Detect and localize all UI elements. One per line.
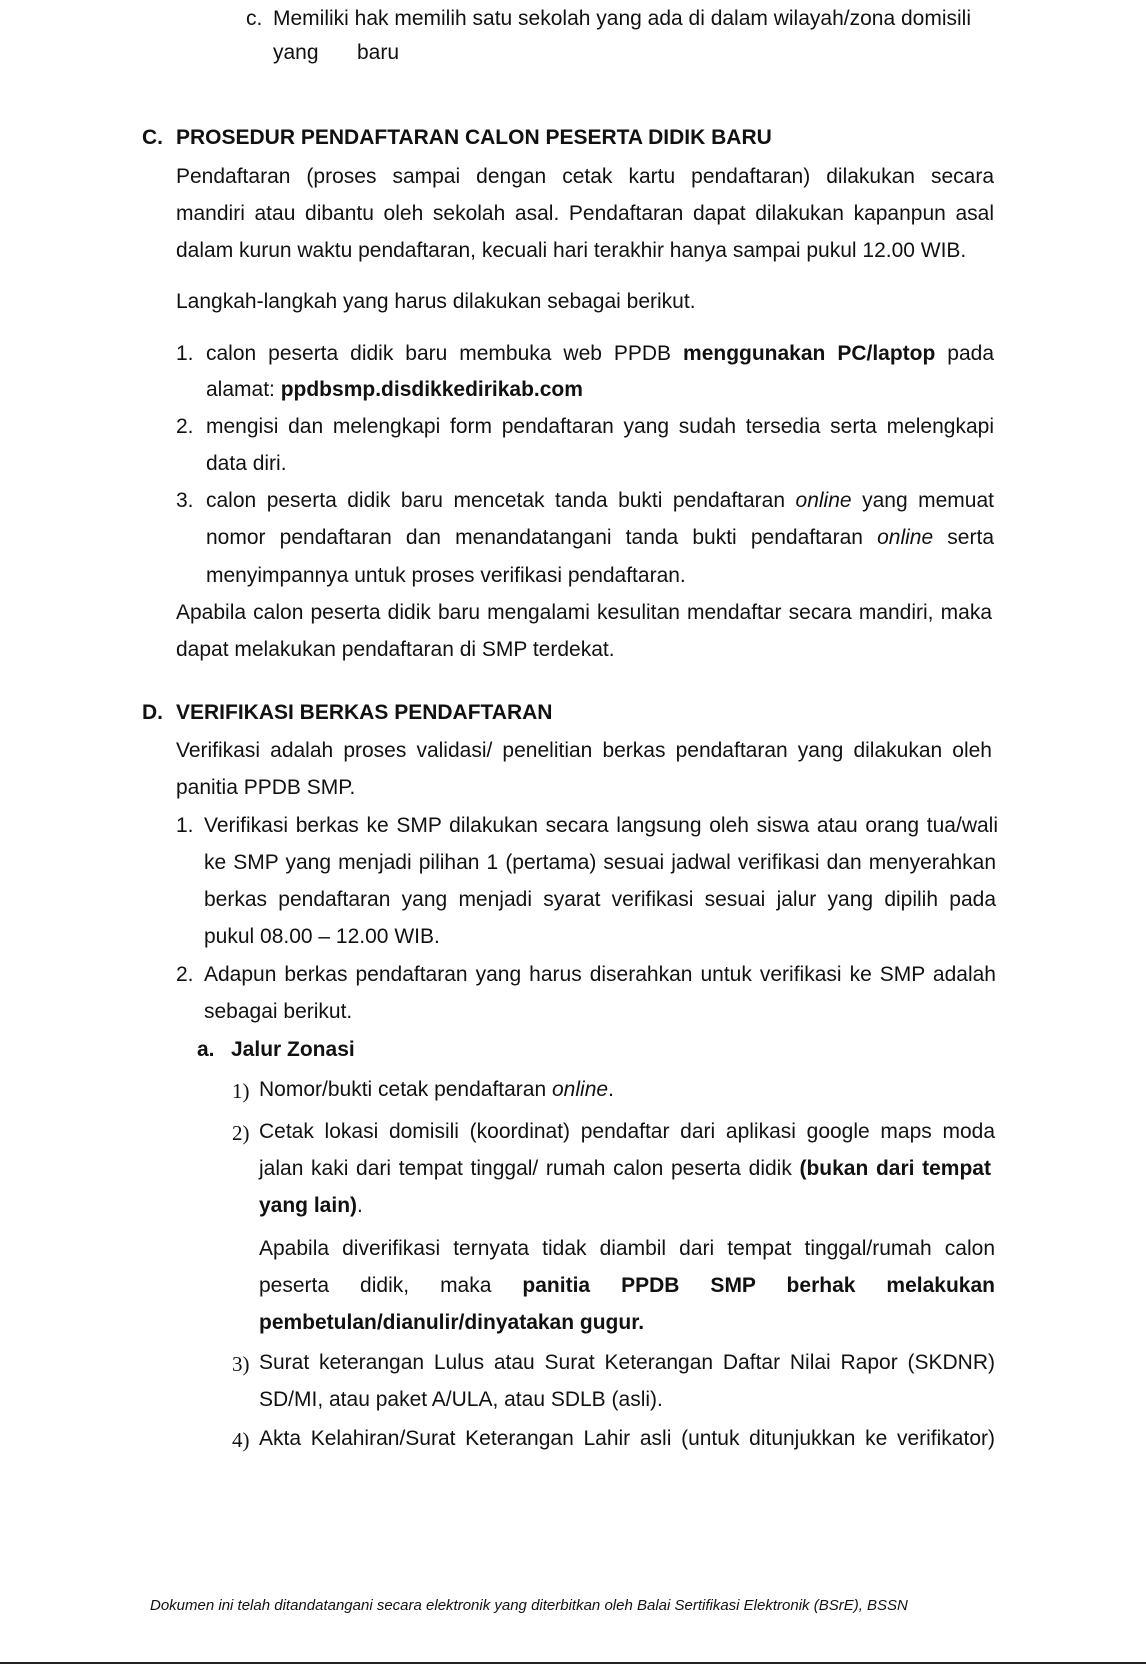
step3-number: 3. (176, 489, 194, 512)
step2-line1: mengisi dan melengkapi form pendaftaran yang sudah tersedia serta melengkapi (206, 415, 994, 438)
d-item1-line2: ke SMP yang menjadi pilihan 1 (pertama) sesuai jadwal verifikasi dan menyerahkan (204, 851, 996, 874)
point4-number: 4) (232, 1428, 250, 1452)
section-c-para-line3: dalam kurun waktu pendaftaran, kecuali hari terakhir hanya sampai pukul 12.00 WIB. (176, 239, 967, 262)
point1-text: Nomor/bukti cetak pendaftaran online. (259, 1078, 614, 1101)
point3-number: 3) (232, 1352, 250, 1376)
point2-line2: jalan kaki dari tempat tinggal/ rumah calon peserta didik (bukan dari tempat (259, 1157, 991, 1180)
point3-line1: Surat keterangan Lulus atau Surat Keterangan Daftar Nilai Rapor (SKDNR) (259, 1351, 995, 1374)
section-c-steps-intro: Langkah-langkah yang harus dilakukan sebagai berikut. (176, 290, 696, 313)
section-d-letter: D. (142, 701, 163, 724)
point2-note-line2: peserta didik, maka panitia PPDB SMP berhak melakukan (259, 1274, 995, 1297)
step3-line3: menyimpannya untuk proses verifikasi pendaftaran. (206, 564, 686, 587)
item-c-line1: Memiliki hak memilih satu sekolah yang ada di dalam wilayah/zona domisili (273, 7, 971, 30)
bottom-divider (0, 1662, 1146, 1664)
point3-line2: SD/MI, atau paket A/ULA, atau SDLB (asli). (259, 1388, 663, 1411)
step1-line2: alamat: ppdbsmp.disdikkedirikab.com (206, 378, 583, 401)
section-c-para-line1: Pendaftaran (proses sampai dengan cetak kartu pendaftaran) dilakukan secara (176, 165, 994, 188)
section-d-title: VERIFIKASI BERKAS PENDAFTARAN (176, 701, 553, 724)
point1-number: 1) (232, 1079, 250, 1103)
point2-note-line3: pembetulan/dianulir/dinyatakan gugur. (259, 1311, 645, 1334)
footer-signature-note: Dokumen ini telah ditandatangani secara elektronik yang diterbitkan oleh Balai Sertifikasi Elektronik (BSrE), BSSN (150, 1597, 908, 1614)
sub-a-title: Jalur Zonasi (231, 1038, 355, 1061)
step3-line2: nomor pendaftaran dan menandatangani tanda bukti pendaftaran online serta (206, 526, 994, 549)
ppdb-url: ppdbsmp.disdikkedirikab.com (280, 378, 583, 401)
section-c-letter: C. (142, 126, 163, 149)
section-d-para-line2: panitia PPDB SMP. (176, 776, 356, 799)
d-item1-line1: Verifikasi berkas ke SMP dilakukan secara langsung oleh siswa atau orang tua/wali (204, 814, 998, 837)
item-c-label: c. (246, 7, 263, 30)
section-c-title: PROSEDUR PENDAFTARAN CALON PESERTA DIDIK BARU (176, 126, 772, 149)
sub-a-label: a. (197, 1038, 215, 1061)
section-d-para-line1: Verifikasi adalah proses validasi/ penelitian berkas pendaftaran yang dilakukan oleh (176, 739, 992, 762)
step2-number: 2. (176, 415, 194, 438)
item-c-line2a: yang (273, 41, 319, 64)
section-c-closing-line1: Apabila calon peserta didik baru mengalami kesulitan mendaftar secara mandiri, maka (176, 601, 992, 624)
point2-line1: Cetak lokasi domisili (koordinat) pendaftar dari aplikasi google maps moda (259, 1120, 995, 1143)
step1-line1: calon peserta didik baru membuka web PPDB menggunakan PC/laptop pada (206, 342, 994, 365)
d-item1-line3: berkas pendaftaran yang menjadi syarat verifikasi sesuai jalur yang dipilih pada (204, 888, 996, 911)
section-c-closing-line2: dapat melakukan pendaftaran di SMP terdekat. (176, 638, 615, 661)
d-item2-number: 2. (176, 963, 194, 986)
d-item2-line2: sebagai berikut. (204, 1000, 353, 1023)
point2-line3: yang lain). (259, 1194, 363, 1217)
step1-number: 1. (176, 342, 194, 365)
d-item1-line4: pukul 08.00 – 12.00 WIB. (204, 925, 440, 948)
step3-line1: calon peserta didik baru mencetak tanda bukti pendaftaran online yang memuat (206, 489, 994, 512)
section-c-para-line2: mandiri atau dibantu oleh sekolah asal. Pendaftaran dapat dilakukan kapanpun asal (176, 202, 994, 225)
d-item2-line1: Adapun berkas pendaftaran yang harus diserahkan untuk verifikasi ke SMP adalah (204, 963, 996, 986)
item-c-line2b: baru (357, 41, 400, 64)
point2-note-line1: Apabila diverifikasi ternyata tidak diambil dari tempat tinggal/rumah calon (259, 1237, 995, 1260)
step2-line2: data diri. (206, 452, 287, 475)
point2-number: 2) (232, 1121, 250, 1145)
point4-line1: Akta Kelahiran/Surat Keterangan Lahir asli (untuk ditunjukkan ke verifikator) (259, 1427, 995, 1450)
d-item1-number: 1. (176, 814, 194, 837)
